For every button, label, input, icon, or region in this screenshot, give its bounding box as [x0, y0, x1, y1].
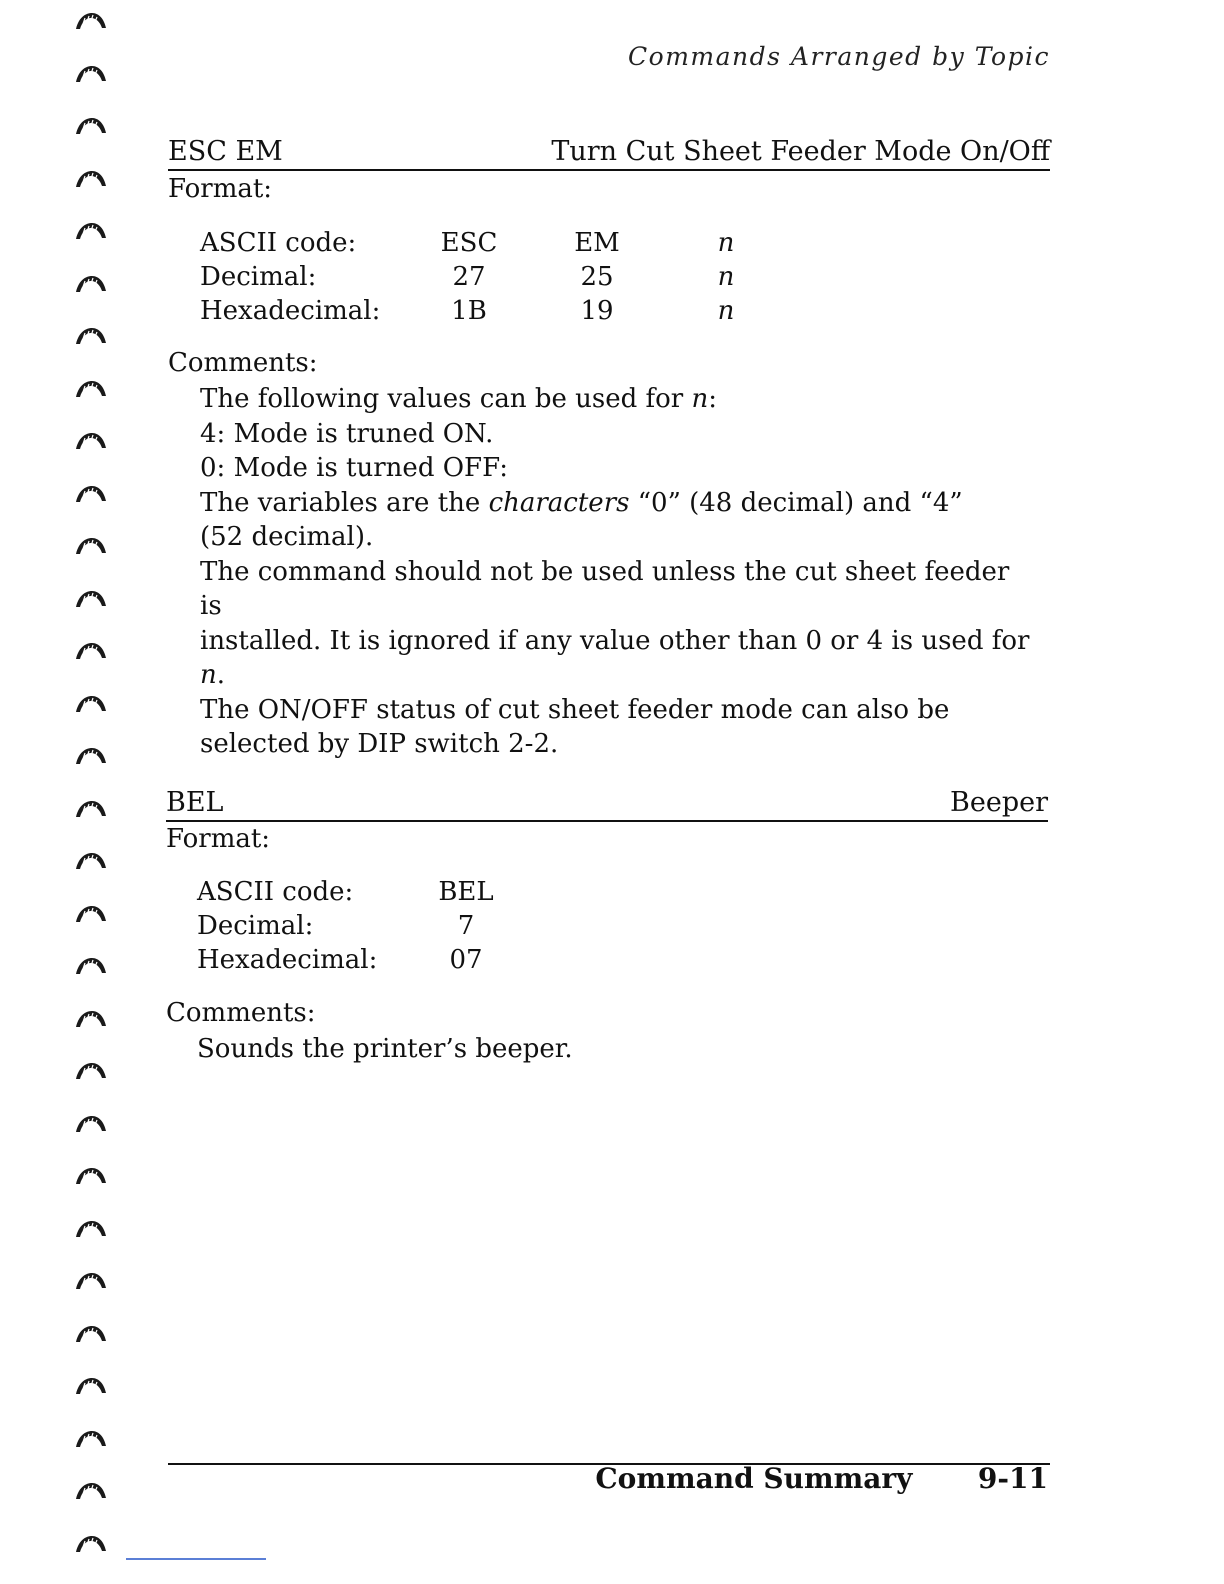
binding-hole-icon — [75, 905, 107, 923]
binding-hole-icon — [75, 590, 107, 608]
format-row-decimal — [200, 262, 800, 296]
binding-hole-icon — [75, 1377, 107, 1395]
comment-line: The variables are the characters “0” (48 decimal) and “4” — [200, 487, 963, 518]
page-number: 9-11 — [977, 1462, 1048, 1495]
binding-hole-icon — [75, 695, 107, 713]
command-title: Turn Cut Sheet Feeder Mode On/Off — [551, 136, 1050, 167]
comment-line: (52 decimal). — [200, 522, 374, 552]
binding-hole-icon — [75, 747, 107, 765]
format-row-label: Hexadecimal: — [200, 296, 381, 326]
section-heading-bel — [166, 787, 1048, 822]
format-row-hex — [200, 296, 800, 330]
spiral-binding — [70, 0, 110, 1584]
format-value: n — [717, 228, 735, 258]
comment-line: The ON/OFF status of cut sheet feeder mode can also be — [200, 694, 950, 725]
format-value: n — [717, 262, 735, 292]
binding-hole-icon — [75, 852, 107, 870]
format-row-label: ASCII code: — [200, 228, 357, 258]
page-footer — [595, 1462, 1048, 1495]
binding-hole-icon — [75, 432, 107, 450]
binding-hole-icon — [75, 12, 107, 30]
format-value: 1B — [451, 296, 487, 326]
section-heading-esc-em — [168, 136, 1050, 171]
format-row-ascii — [200, 228, 800, 262]
comments-body — [197, 1032, 1027, 1067]
binding-hole-icon — [75, 642, 107, 660]
command-title: Beeper — [950, 787, 1048, 818]
binding-hole-icon — [75, 1062, 107, 1080]
binding-hole-icon — [75, 170, 107, 188]
scan-edge-mark — [126, 1558, 266, 1560]
format-value: 7 — [457, 911, 475, 941]
binding-hole-icon — [75, 222, 107, 240]
format-value: n — [717, 296, 735, 326]
format-value: 07 — [449, 945, 483, 975]
binding-hole-icon — [75, 1482, 107, 1500]
format-value: ESC — [440, 228, 498, 258]
format-label: Format: — [166, 824, 271, 854]
format-row-ascii — [197, 877, 597, 911]
binding-hole-icon — [75, 1010, 107, 1028]
comments-body — [200, 382, 1030, 762]
command-name: BEL — [166, 787, 224, 818]
binding-hole-icon — [75, 117, 107, 135]
binding-hole-icon — [75, 327, 107, 345]
format-row-label: Decimal: — [200, 262, 317, 292]
format-row-decimal — [197, 911, 597, 945]
comment-line: The following values can be used for n: — [200, 384, 718, 414]
format-row-label: Decimal: — [197, 911, 314, 941]
format-value: EM — [574, 228, 620, 258]
format-label: Format: — [168, 174, 273, 204]
comment-line: installed. It is ignored if any value other than 0 or 4 is used for — [200, 625, 1030, 656]
binding-hole-icon — [75, 1430, 107, 1448]
comment-line: The command should not be used unless the cut sheet feeder is — [200, 556, 1010, 621]
comment-line: n. — [200, 660, 226, 690]
binding-hole-icon — [75, 1272, 107, 1290]
format-value: 27 — [452, 262, 486, 292]
comment-line: 0: Mode is turned OFF: — [200, 453, 508, 483]
binding-hole-icon — [75, 1115, 107, 1133]
comment-line: selected by DIP switch 2-2. — [200, 729, 559, 759]
binding-hole-icon — [75, 65, 107, 83]
binding-hole-icon — [75, 537, 107, 555]
binding-hole-icon — [75, 1535, 107, 1553]
format-value: 25 — [580, 262, 614, 292]
binding-hole-icon — [75, 957, 107, 975]
footer-section-name: Command Summary — [595, 1462, 913, 1495]
binding-hole-icon — [75, 1220, 107, 1238]
comments-label: Comments: — [168, 348, 318, 378]
binding-hole-icon — [75, 485, 107, 503]
format-value: 19 — [580, 296, 614, 326]
command-name: ESC EM — [168, 136, 283, 167]
binding-hole-icon — [75, 380, 107, 398]
format-row-label: Hexadecimal: — [197, 945, 378, 975]
format-row-label: ASCII code: — [197, 877, 354, 907]
comments-label: Comments: — [166, 998, 316, 1028]
running-head: Commands Arranged by Topic — [628, 42, 1050, 71]
binding-hole-icon — [75, 800, 107, 818]
comment-line: 4: Mode is truned ON. — [200, 418, 494, 449]
format-value: BEL — [438, 877, 494, 907]
binding-hole-icon — [75, 275, 107, 293]
binding-hole-icon — [75, 1167, 107, 1185]
binding-hole-icon — [75, 1325, 107, 1343]
format-row-hex — [197, 945, 597, 979]
comment-line: Sounds the printer’s beeper. — [197, 1034, 573, 1064]
